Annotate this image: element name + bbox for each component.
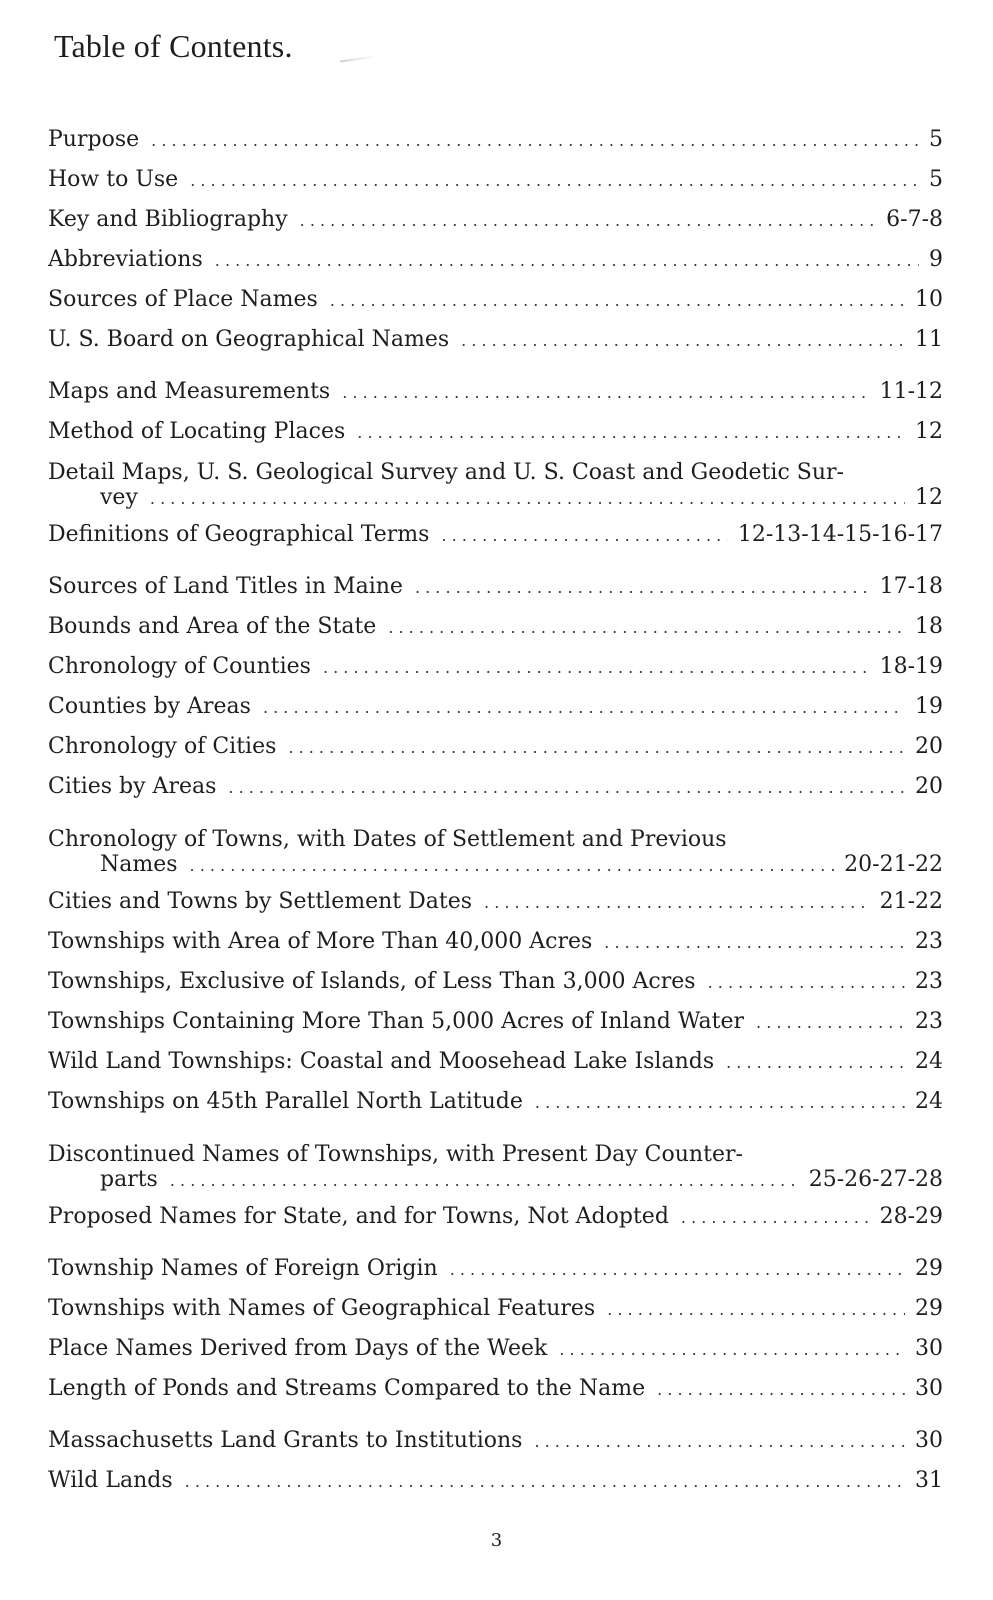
toc-entry-label: Length of Ponds and Streams Compared to the Name [48, 1376, 646, 1401]
toc-entry-label: Wild Land Townships: Coastal and Moosehead Lake Islands [48, 1049, 715, 1074]
toc-entry-label-continuation: Names [100, 852, 178, 877]
toc-entry [48, 372, 943, 412]
page-title: Table of Contents. [54, 28, 293, 64]
toc-entry-page: 31 [915, 1468, 943, 1493]
toc-entry-label-continuation: vey [100, 485, 138, 510]
toc-entry-page: 21-22 [879, 889, 943, 914]
toc-entry-page: 24 [915, 1089, 943, 1114]
page-number: 3 [490, 1530, 503, 1551]
toc-entry-page: 20 [915, 774, 943, 799]
toc-entry [48, 819, 943, 882]
toc-entry-continuation-line [48, 1167, 943, 1193]
toc-entry [48, 1421, 943, 1461]
dot-leader [484, 882, 870, 922]
toc-entry-page: 11-12 [879, 379, 943, 404]
toc-entry [48, 922, 943, 962]
toc-entry-page: 12-13-14-15-16-17 [737, 522, 943, 547]
toc-group [48, 1249, 943, 1409]
dot-leader [534, 1421, 905, 1461]
dot-leader [726, 1042, 905, 1082]
toc-entry [48, 882, 943, 922]
toc-entry [48, 1134, 943, 1197]
toc-entry-label: U. S. Board on Geographical Names [48, 327, 450, 352]
toc-entry-label: Chronology of Cities [48, 734, 277, 759]
dot-leader [357, 412, 905, 452]
toc-group [48, 1134, 943, 1237]
toc-group [48, 120, 943, 360]
table-of-contents [48, 120, 943, 1513]
dot-leader [604, 922, 905, 962]
toc-entry-page: 30 [915, 1336, 943, 1361]
dot-leader [388, 607, 905, 647]
dot-leader [323, 647, 870, 687]
toc-entry-page: 11 [915, 327, 943, 352]
toc-entry [48, 1289, 943, 1329]
toc-entry-page: 29 [915, 1256, 943, 1281]
toc-entry-label: Definitions of Geographical Terms [48, 522, 430, 547]
toc-entry-label: Sources of Land Titles in Maine [48, 574, 403, 599]
dot-leader [263, 687, 905, 727]
toc-entry-page: 18-19 [879, 654, 943, 679]
dot-leader [450, 1249, 905, 1289]
toc-entry-label: Purpose [48, 127, 140, 152]
toc-entry-continuation-line [48, 485, 943, 511]
toc-entry-page: 30 [915, 1428, 943, 1453]
toc-group [48, 567, 943, 807]
toc-entry [48, 962, 943, 1002]
toc-entry-label: Chronology of Towns, with Dates of Settlement and Previous [48, 827, 727, 852]
toc-entry-label: Wild Lands [48, 1468, 173, 1493]
toc-entry-page: 23 [915, 1009, 943, 1034]
toc-entry-label: Cities by Areas [48, 774, 217, 799]
toc-entry-page: 12 [915, 419, 943, 444]
toc-entry-label: Townships with Names of Geographical Features [48, 1296, 596, 1321]
toc-entry-page: 28-29 [879, 1204, 943, 1229]
toc-entry-page: 6-7-8 [886, 207, 943, 232]
toc-group [48, 819, 943, 1122]
toc-entry [48, 647, 943, 687]
toc-entry-page: 30 [915, 1376, 943, 1401]
toc-entry [48, 160, 943, 200]
toc-entry [48, 240, 943, 280]
dot-leader [170, 1167, 799, 1193]
toc-entry [48, 727, 943, 767]
toc-entry-label: Townships with Area of More Than 40,000 Acres [48, 929, 593, 954]
dot-leader [150, 485, 905, 511]
toc-entry-page: 20 [915, 734, 943, 759]
dot-leader [190, 852, 835, 878]
toc-entry [48, 1042, 943, 1082]
dot-leader [461, 320, 905, 360]
toc-entry [48, 1461, 943, 1501]
toc-entry-label: Detail Maps, U. S. Geological Survey and U. S. Coast and Geodetic Sur- [48, 460, 844, 485]
toc-entry-page: 18 [915, 614, 943, 639]
toc-entry-page: 10 [915, 287, 943, 312]
toc-entry-page: 23 [915, 929, 943, 954]
dot-leader [681, 1197, 870, 1237]
toc-entry-page: 20-21-22 [844, 852, 943, 877]
toc-entry [48, 767, 943, 807]
toc-entry [48, 1249, 943, 1289]
toc-entry-label: Abbreviations [48, 247, 203, 272]
toc-entry-label: Massachusetts Land Grants to Institutions [48, 1428, 523, 1453]
toc-entry [48, 1002, 943, 1042]
toc-entry-label: Township Names of Foreign Origin [48, 1256, 438, 1281]
dot-leader [607, 1289, 905, 1329]
toc-entry-label: Townships on 45th Parallel North Latitude [48, 1089, 523, 1114]
toc-entry [48, 1197, 943, 1237]
toc-entry [48, 1082, 943, 1122]
toc-entry [48, 412, 943, 452]
toc-entry-page: 24 [915, 1049, 943, 1074]
dot-leader [559, 1329, 905, 1369]
dot-leader [151, 120, 919, 160]
dot-leader [228, 767, 905, 807]
toc-entry-label: Place Names Derived from Days of the Week [48, 1336, 548, 1361]
toc-group [48, 372, 943, 555]
toc-entry-page: 19 [915, 694, 943, 719]
dot-leader [708, 962, 905, 1002]
dot-leader [215, 240, 919, 280]
toc-entry [48, 567, 943, 607]
toc-entry-label-continuation: parts [100, 1167, 158, 1192]
toc-entry [48, 607, 943, 647]
dot-leader [190, 160, 919, 200]
toc-entry-page: 17-18 [879, 574, 943, 599]
toc-entry [48, 120, 943, 160]
toc-entry [48, 320, 943, 360]
toc-entry-label: How to Use [48, 167, 179, 192]
toc-entry-page: 5 [929, 127, 943, 152]
dot-leader [441, 515, 727, 555]
toc-entry-label: Townships, Exclusive of Islands, of Less Than 3,000 Acres [48, 969, 696, 994]
toc-entry-label: Townships Containing More Than 5,000 Acres of Inland Water [48, 1009, 745, 1034]
toc-entry-page: 23 [915, 969, 943, 994]
toc-entry-label: Method of Locating Places [48, 419, 346, 444]
ink-mark [340, 56, 376, 63]
toc-entry-page: 5 [929, 167, 943, 192]
toc-entry [48, 280, 943, 320]
toc-entry-page: 9 [929, 247, 943, 272]
toc-entry-label: Discontinued Names of Townships, with Present Day Counter- [48, 1142, 743, 1167]
dot-leader [415, 567, 870, 607]
toc-entry [48, 1329, 943, 1369]
toc-entry-label: Counties by Areas [48, 694, 251, 719]
toc-entry [48, 515, 943, 555]
dot-leader [756, 1002, 905, 1042]
toc-entry-label: Cities and Towns by Settlement Dates [48, 889, 473, 914]
toc-entry-label: Bounds and Area of the State [48, 614, 377, 639]
toc-entry-continuation-line [48, 852, 943, 878]
toc-entry [48, 1369, 943, 1409]
toc-entry-label: Chronology of Counties [48, 654, 311, 679]
toc-entry-label: Maps and Measurements [48, 379, 331, 404]
dot-leader [288, 727, 905, 767]
dot-leader [330, 280, 905, 320]
dot-leader [185, 1461, 905, 1501]
toc-entry-page: 25-26-27-28 [808, 1167, 943, 1192]
toc-entry [48, 452, 943, 515]
dot-leader [300, 200, 876, 240]
toc-entry-page: 12 [915, 485, 943, 510]
toc-entry-label: Proposed Names for State, and for Towns, Not Adopted [48, 1204, 669, 1229]
toc-entry-label: Sources of Place Names [48, 287, 318, 312]
toc-entry-page: 29 [915, 1296, 943, 1321]
toc-entry-label: Key and Bibliography [48, 207, 288, 232]
toc-group [48, 1421, 943, 1501]
dot-leader [657, 1369, 905, 1409]
dot-leader [535, 1082, 905, 1122]
toc-entry [48, 200, 943, 240]
toc-entry [48, 687, 943, 727]
dot-leader [342, 372, 869, 412]
